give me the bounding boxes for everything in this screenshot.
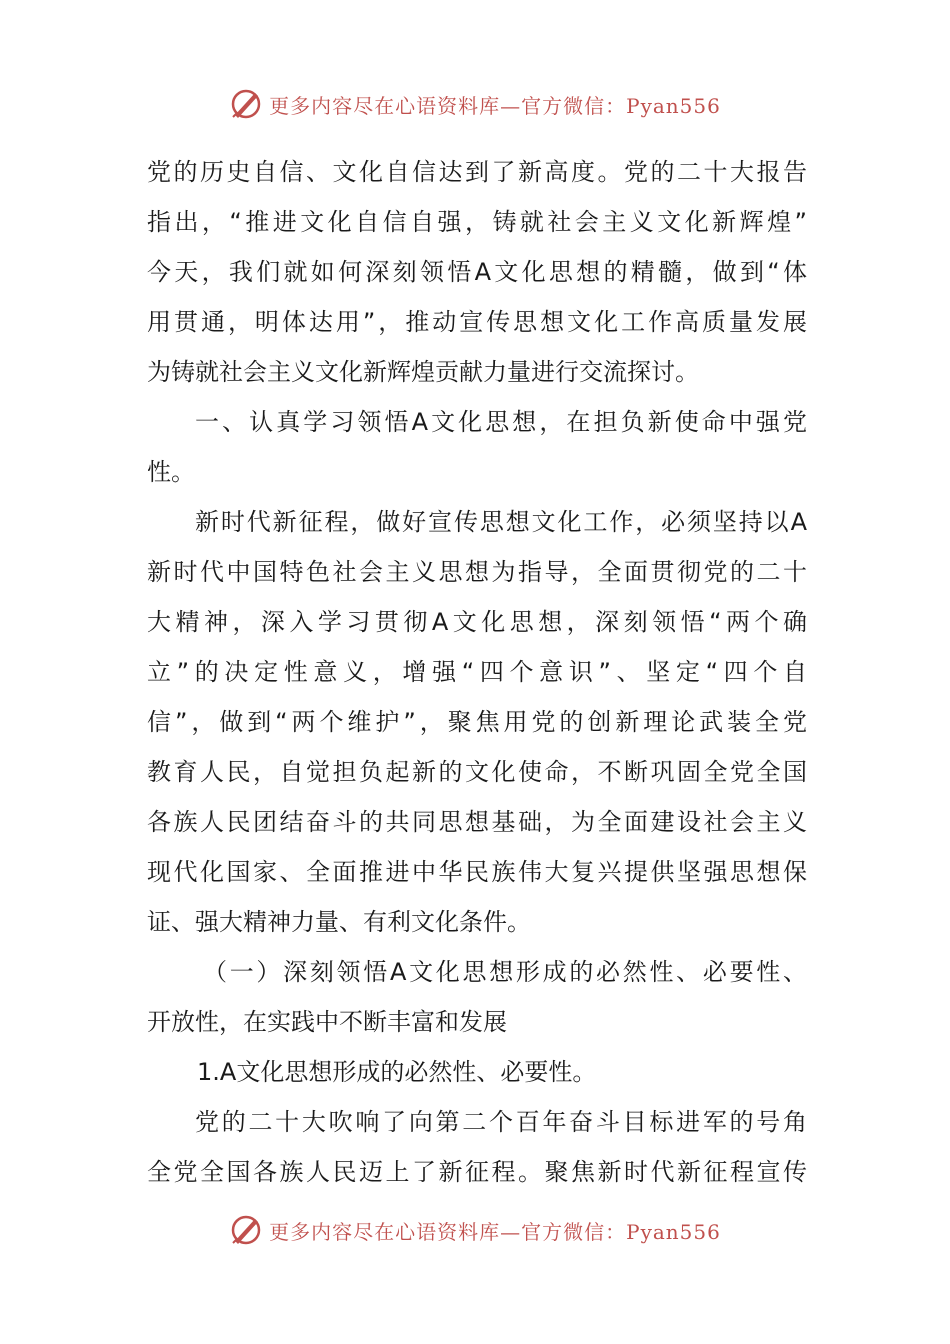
header-banner [0,84,950,124]
document-body [147,147,807,1197]
pen-logo-icon [229,1213,263,1247]
body-line: 今天，我们就如何深刻领悟A文化思想的精髓，做到“体 [147,258,807,286]
body-line: 新时代中国特色社会主义思想为指导，全面贯彻党的二十 [147,558,807,586]
body-line: 为铸就社会主义文化新辉煌贡献力量进行交流探讨。 [147,358,699,386]
footer-banner [0,1210,950,1250]
body-line: 指出，“推进文化自信自强，铸就社会主义文化新辉煌” [147,208,807,236]
body-line: 各族人民团结奋斗的共同思想基础，为全面建设社会主义 [147,808,807,836]
section-heading: 一、认真学习领悟A文化思想，在担负新使命中强党 [195,408,807,436]
body-line: 党的历史自信、文化自信达到了新高度。党的二十大报告 [147,158,807,186]
subsection-heading: （一）深刻领悟A文化思想形成的必然性、必要性、 [203,958,807,986]
body-line: 用贯通，明体达用”，推动宣传思想文化工作高质量发展 [147,308,807,336]
section-heading-cont: 性。 [147,458,195,486]
body-line: 证、强大精神力量、有利文化条件。 [147,908,531,936]
numbered-heading: 1.A文化思想形成的必然性、必要性。 [197,1058,597,1086]
body-line: 现代化国家、全面推进中华民族伟大复兴提供坚强思想保 [147,858,807,886]
body-line: 党的二十大吹响了向第二个百年奋斗目标进军的号角 [195,1108,807,1136]
subsection-heading-cont: 开放性，在实践中不断丰富和发展 [147,1008,507,1036]
header-promo-text: 更多内容尽在心语资料库—官方微信：Pyan556 [269,93,721,118]
pen-logo-icon [229,87,263,121]
body-line: 大精神，深入学习贯彻A文化思想，深刻领悟“两个确 [147,608,807,636]
body-line: 新时代新征程，做好宣传思想文化工作，必须坚持以A [195,508,807,536]
body-line: 立”的决定性意义，增强“四个意识”、坚定“四个自 [147,658,807,686]
body-line: 信”，做到“两个维护”，聚焦用党的创新理论武装全党 [147,708,807,736]
body-line: 全党全国各族人民迈上了新征程。聚焦新时代新征程宣传 [147,1158,807,1186]
footer-promo-text: 更多内容尽在心语资料库—官方微信：Pyan556 [269,1219,721,1244]
body-line: 教育人民，自觉担负起新的文化使命，不断巩固全党全国 [147,758,807,786]
